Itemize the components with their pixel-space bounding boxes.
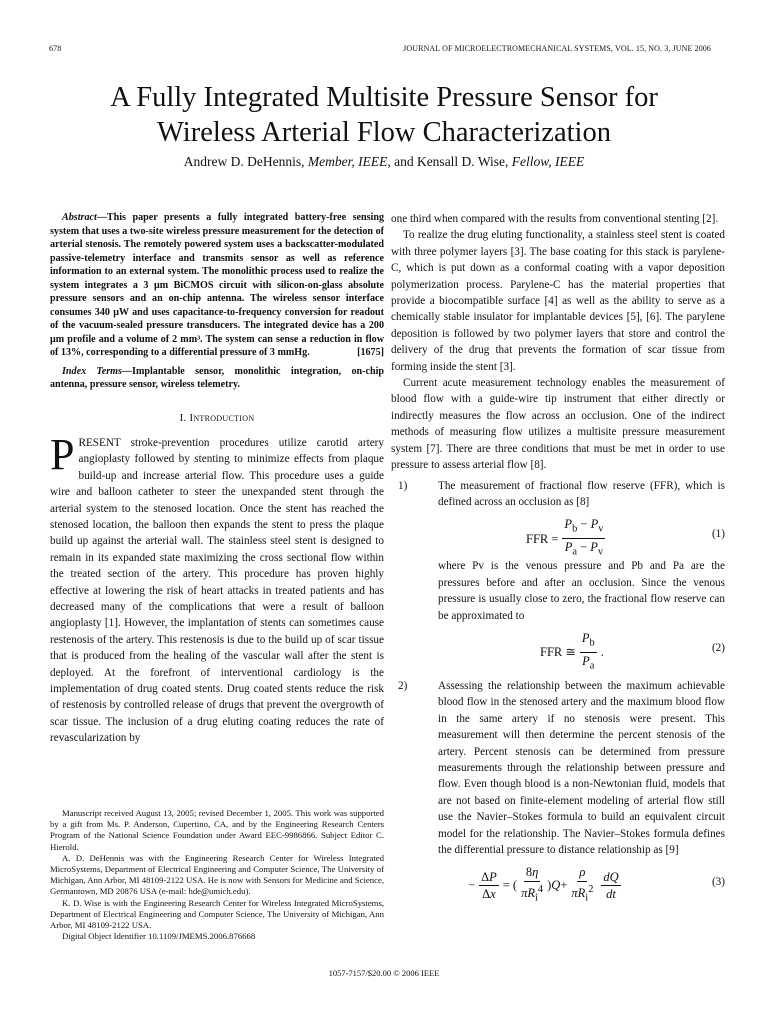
equation-1-formula: FFR = $\frac{P_b - P_v}{P_a - P_v}$ [526,517,604,558]
equation-number: (3) [711,876,725,889]
footnote-manuscript: Manuscript received August 13, 2005; revised December 1, 2005. This work was supported by a gift from Ms. P. Anderson, Cupertino, CA, and by the Engineering Research Centers Program of the National Science Foundation under Award EEC-9986866. Subject Editor C. Hierold. [50,808,384,852]
journal-header: JOURNAL OF MICROELECTROMECHANICAL SYSTEMS, VOL. 15, NO. 3, JUNE 2006 [403,44,711,53]
author-2-role: Fellow, IEEE [511,154,585,169]
list-item-2 [391,678,725,906]
title-line-1: A Fully Integrated Multisite Pressure Sensor for [110,82,658,113]
index-terms [50,365,384,392]
right-paragraph-3: Current acute measurement technology enables the measurement of blood flow with a guide-wire tip instrument that either directly or indirectly measures the flow across an occlusion. One of the indirect methods of measuring flow utilizes a multisite pressure measurement system [7]. There are three conditions that must be met in order to use pressure to assess arterial flow [8]. [391,377,725,472]
equation-number: (2) [711,641,725,654]
title-line-2: Wireless Arterial Flow Characterization [157,117,611,148]
abstract [50,211,384,360]
equation-3-formula: − $\frac{\Delta P}{\Delta x}$ = ( $\frac{8\eta}{\pi R_i^4}$ ) Q + $\frac{\rho}{\pi R_i^2}$ $\frac{dQ}{dt}$ [468,865,619,904]
paper-title [40,80,728,150]
abstract-label: Abstract [62,212,97,223]
equation-number: (1) [711,528,725,541]
author-1: Andrew D. DeHennis, [183,154,308,169]
list-item-1-after: where Pv is the venous pressure and Pb and Pa are the pressures before and after an occlusion. Since the venous pressure is usually close to zero, the fractional flow reserve can be approximated to [438,560,725,622]
footnote-doi: Digital Object Identifier 10.1109/JMEMS.2006.876668 [62,931,256,942]
list-number: 1) [398,479,408,492]
list-item-1 [391,478,725,672]
page-number: 678 [49,44,62,53]
abstract-ref: [1675] [357,347,384,358]
intro-paragraph [50,429,384,747]
right-paragraph-2: To realize the drug eluting functionality, a stainless steel stent is coated with three polymer layers [3]. The base coating for this stack is parylene-C, which is put down as a conformal coating with a vapor deposition polymerization process. Parylene-C has the material properties that provide a biocompatible surface [4] as well as the ability to serve as a chemically stable insulator for implantable devices [5], [6]. The parylene deposition is followed by two polymer layers that store and control the delivery of the drug that prevents the formation of scar tissue from forming inside the stent [3]. [391,229,725,373]
abstract-text: —This paper presents a fully integrated battery-free sensing system that uses a two-site wireless pressure measurement for the detection of arterial stenosis. The remotely powered system uses a backscatter-modulated passive-telemetry interface and transmits sensor as well as reference information to an external system. The monolithic process used to realize the system integrates a 3 μm BiCMOS circuit with silicon-on-glass absolute pressure sensors and an on-chip antenna. The wireless sensor interface consumes 340 μW and uses capacitance-to-frequency conversion for readout of the vacuum-sealed pressure transducers. The integrated device has a 200 μm profile and a volume of 2 mm³. The system can sense a reduction in flow of 13%, corresponding to a differential pressure of 3 mmHg. [50,212,384,358]
author-line [40,154,728,170]
intro-text: RESENT stroke-prevention procedures utilize carotid artery angioplasty followed by stenting to minimize effects from plaque build-up and increase arterial flow. This procedure uses a guide wire and balloon catheter to steer the unexpanded stent through the arterial system to the stenosed location. Once the stent has reached the stenosed location, the balloon then expands the stent to press the plaque build up against the arterial wall. The stainless steel stent is designed to remain in its expanded state maximizing the cross sectional flow within the treated section of the artery. This procedure has proven highly effective at lowering the risk of heart attacks in treated patients and has decreased many of the complications that were a result of balloon angioplasty [1]. However, the implantation of stents can sometimes cause restenosis of the artery. This restenosis is due to the build up of scar tissue that is produced from the healing of the vascular wall after the stent is deployed. At the forefront of interventional cardiology is the implementation of drug coated stents. Drug coated stents reduce the risk of restenosis by controlled release of drugs that prevent the overgrowth of scar tissue. The inclusion of a drug eluting coating reduces the rate of revascularization by [50,436,384,745]
footnote-author-2: K. D. Wise is with the Engineering Research Center for Wireless Integrated MicroSystems, Department of Electrical Engineering and Computer Science, The University of Michigan, Ann Arbor, MI 48109-2122 USA. [50,897,384,931]
footnote-author-1: A. D. DeHennis was with the Engineering Research Center for Wireless Integrated MicroSystems, Department of Electrical Engineering and Computer Science, The University of Michigan, Ann Arbor, MI 48109-2122 USA. He is now with Sensors for Medicine and Science, Germantown, MD 20876 USA (e-mail: hde@umich.edu). [50,852,384,897]
section-heading: I. Introduction [179,411,255,424]
equation-3 [438,862,725,902]
list-number: 2) [398,679,408,692]
author-2: and Kensall D. Wise, [390,154,512,169]
list-item-2-text: Assessing the relationship between the maximum achievable blood flow in the stenosed artery and the maximum blood flow in the same artery if no stenosis were present. This measurement will then determine the percent stenosis of the artery. Percent stenosis can be determined from pressure measurements through the relationship between pressure and flow. Even though blood is a non-Newtonian fluid, models that are not based on finite-element modeling of arterial flow still use the Navier–Stokes formula to build an equivalent circuit model for the relationship. The Navier–Stokes formula defines the differential pressure to distance relationship as [9] [438,679,725,856]
list-item-1-text: The measurement of fractional flow reserve (FFR), which is defined across an occlusion as [8] [438,479,725,508]
left-column [50,211,384,747]
right-paragraph-1: one third when compared with the results from conventional stenting [2]. [391,213,719,225]
equation-1 [438,514,725,558]
drop-cap: P [50,429,75,479]
index-terms-text: —Implantable sensor, monolithic integration, on-chip antenna, pressure sensor, wireless telemetry. [50,365,384,390]
index-terms-label: Index Terms [62,365,122,377]
copyright-footer: 1057-7157/$20.00 © 2006 IEEE [328,968,440,978]
footnotes [50,808,384,942]
equation-2-formula: FFR ≅ $\frac{P_b}{P_a}$ . [540,630,604,672]
equation-2 [438,628,725,672]
right-column [391,211,725,906]
author-1-role: Member, IEEE, [307,154,391,169]
